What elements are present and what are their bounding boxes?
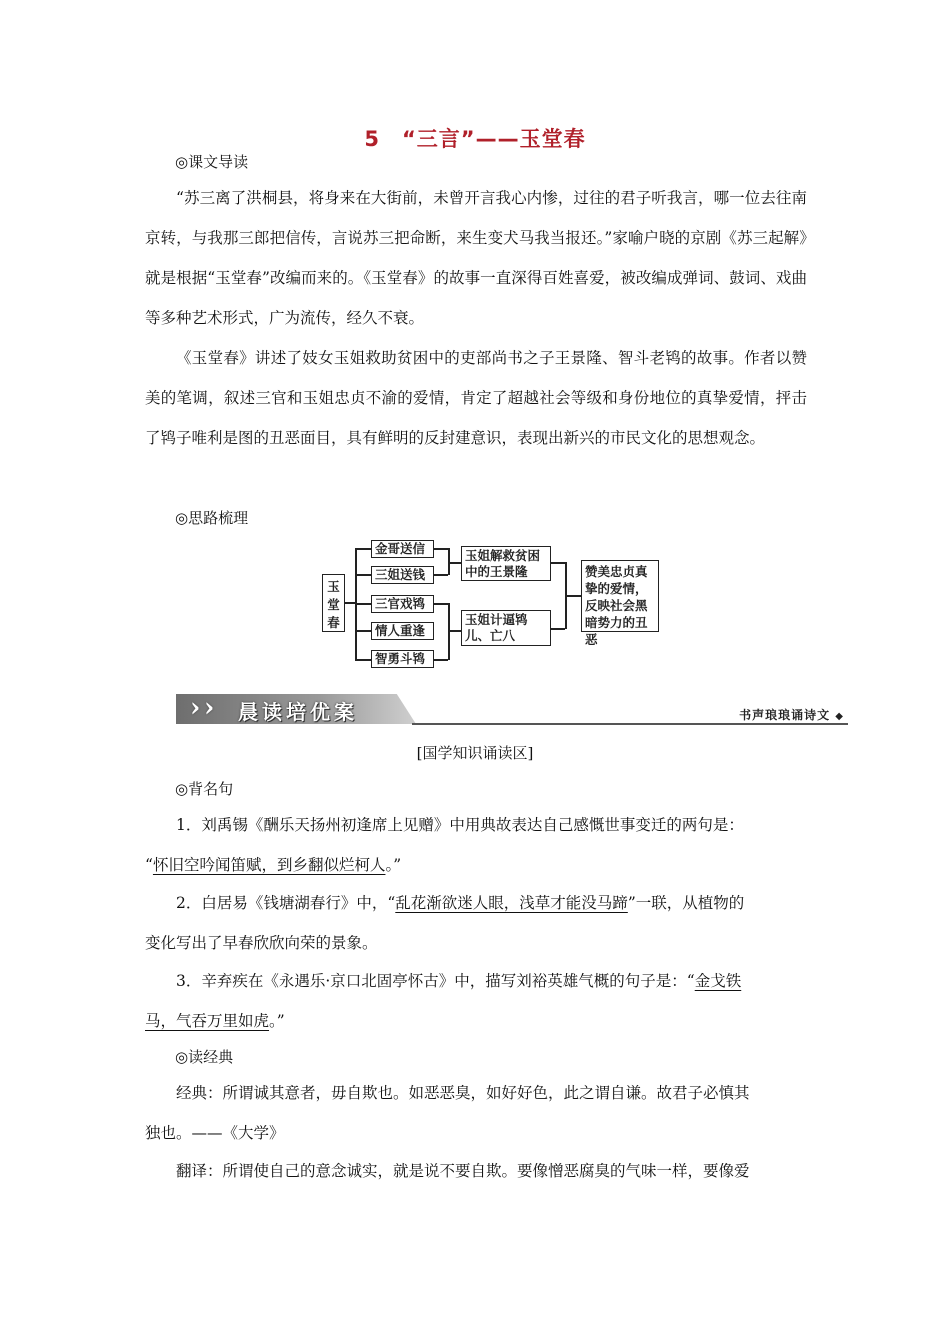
classic-text-line-2: 独也。——《大学》 <box>145 1124 285 1142</box>
recite-answer: 乱花渐欲迷人眼，浅草才能没马蹄 <box>395 894 628 912</box>
recite-question: 2．白居易《钱塘湖春行》中，“ <box>176 894 396 912</box>
section-heading-outline: ◎思路梳理 <box>175 509 249 527</box>
recite-answer: 怀旧空吟闻笛赋，到乡翻似烂柯人 <box>152 856 386 874</box>
diagram-middle: 玉姐计逼鸨儿、亡八 <box>461 610 551 646</box>
recite-item-3-continuation <box>145 1011 285 1031</box>
diagram-branch: 智勇斗鸨 <box>371 650 434 668</box>
quote-open: “ <box>145 856 153 874</box>
banner-slogan <box>739 706 844 723</box>
diagram-root-label: 玉堂春 <box>327 579 340 630</box>
recite-item-3-line <box>176 971 741 991</box>
banner-slogan-text: 书声琅琅诵诗文 <box>739 708 831 722</box>
diagram-root <box>322 574 345 632</box>
section-heading-intro: ◎课文导读 <box>175 153 249 171</box>
banner-rule <box>412 723 848 725</box>
diagram-branch: 情人重逢 <box>371 622 434 640</box>
recite-item-2-continuation: 变化写出了早春欣欣向荣的景象。 <box>145 934 378 952</box>
chevron-right-icon: › <box>190 693 201 723</box>
diagram-branch: 三官戏鸨 <box>371 595 434 613</box>
section-heading-recite: ◎背名句 <box>175 780 234 798</box>
classic-translation-line-1: 翻译：所谓使自己的意念诚实，就是说不要自欺。要像憎恶腐臭的气味一样，要像爱 <box>176 1162 750 1180</box>
recite-item-1-answer-line <box>145 855 401 875</box>
recite-answer: 金戈铁 <box>694 972 742 990</box>
recite-item-2-line <box>176 893 744 913</box>
diagram-middle: 玉姐解救贫困中的王景隆 <box>461 546 551 581</box>
outline-diagram <box>320 538 662 668</box>
quote-close: 。” <box>269 1012 285 1030</box>
section-banner <box>176 690 848 728</box>
recite-question: 3．辛弃疾在《永遇乐·京口北固亭怀古》中，描写刘裕英雄气概的句子是：“ <box>176 972 695 990</box>
diagram-branch: 三姐送钱 <box>371 566 434 584</box>
recite-question-tail: ”一联，从植物的 <box>627 894 745 912</box>
chevron-right-icon: › <box>204 693 215 723</box>
banner-title: 晨读培优案 <box>238 700 358 724</box>
classic-text-line-1: 经典：所谓诚其意者，毋自欺也。如恶恶臭，如好好色，此之谓自谦。故君子必慎其 <box>176 1084 750 1102</box>
diagram-conclusion: 赞美忠贞真挚的爱情，反映社会黑暗势力的丑恶 <box>581 560 659 632</box>
recite-answer: 马，气吞万里如虎 <box>145 1012 270 1030</box>
section-heading-classic: ◎读经典 <box>175 1048 234 1066</box>
intro-paragraph-1: “苏三离了洪桐县，将身来在大街前，未曾开言我心内惨，过往的君子听我言，哪一位去往南京转，与我那三郎把信传，言说苏三把命断，来生变犬马我当报还。”家喻户晓的京剧《苏三起解》就是根据“玉堂春”改编而来的。《玉堂春》的故事一直深得百姓喜爱，被改编成弹词、鼓词、戏曲等多种艺术形式，广为流传，经久不衰。 <box>145 189 807 327</box>
diamond-icon: ◆ <box>835 711 844 722</box>
intro-paragraph-2: 《玉堂春》讲述了妓女玉姐救助贫困中的吏部尚书之子王景隆、智斗老鸨的故事。作者以赞美的笔调，叙述三官和玉姐忠贞不渝的爱情，肯定了超越社会等级和身份地位的真挚爱情，抨击了鸨子唯利是图的丑恶面目，具有鲜明的反封建意识，表现出新兴的市民文化的思想观念。 <box>145 349 807 447</box>
recite-item-1-question: 1．刘禹锡《酬乐天扬州初逢席上见赠》中用典故表达自己感慨世事变迁的两句是： <box>176 816 744 834</box>
zone-label: [国学知识诵读区] <box>416 744 534 762</box>
quote-close: 。” <box>385 856 402 874</box>
page-title: 5 “三言”——玉堂春 <box>364 127 586 151</box>
diagram-branch: 金哥送信 <box>371 540 434 558</box>
